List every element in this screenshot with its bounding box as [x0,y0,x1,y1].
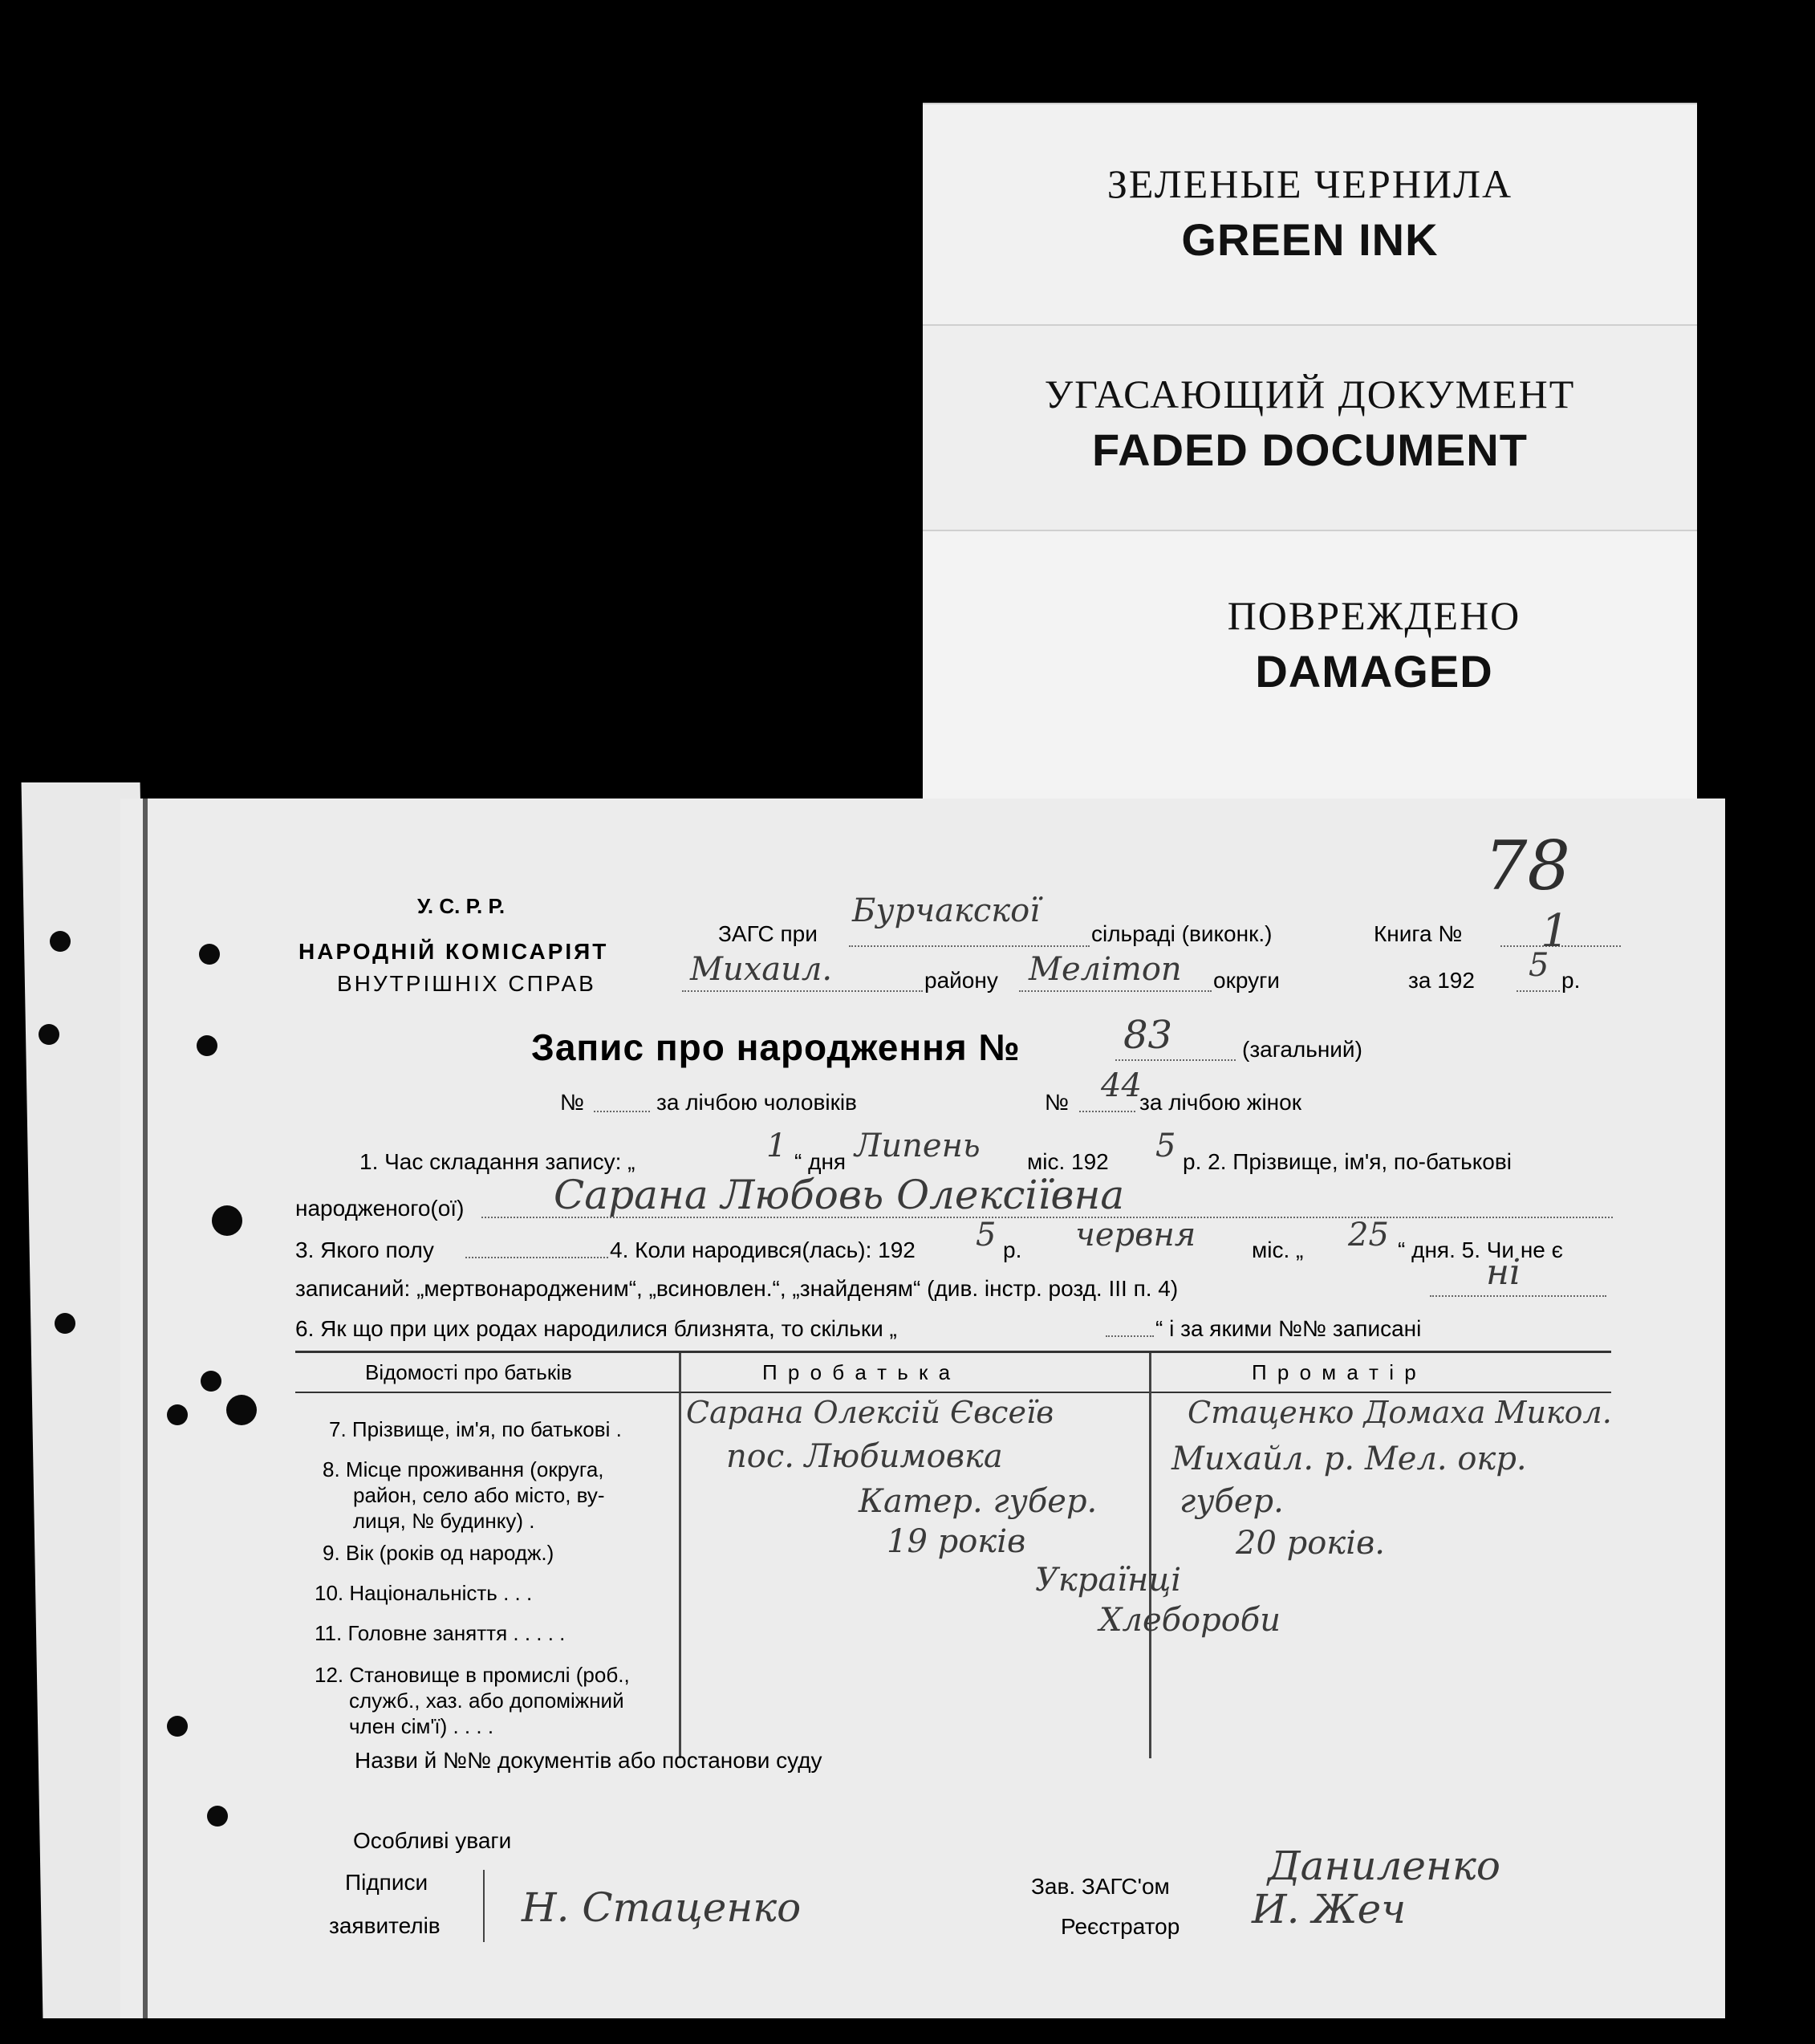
field-5-label: “ дня. 5. Чи не є [1398,1237,1563,1262]
book-value: 1 [1541,905,1569,957]
col-parents-info: Відомості про батьків [365,1360,572,1384]
table-top-rule [295,1351,1611,1353]
green-ink-ru: ЗЕЛЕНЫЕ ЧЕРНИЛА [1106,161,1513,206]
field-1-label: 1. Час складання запису: „ [359,1149,635,1174]
mother-place-2: губер. [1180,1483,1284,1520]
documents-label: Назви й №№ документів або постанови суду [355,1748,822,1773]
born-day-value: 25 [1348,1217,1389,1254]
binding-hole [50,931,71,952]
binding-hole [167,1404,188,1425]
born-month-value: червня [1075,1217,1196,1254]
head-signature: Даниленко [1268,1843,1500,1889]
mother-place: Михайл. р. Мел. окр. [1171,1441,1527,1477]
women-number-sign: № [1045,1090,1070,1115]
field-3-label: 3. Якого полу [295,1237,434,1262]
row-occupation-label: 11. Головне заняття . . . . . [315,1621,566,1645]
twins-underline [1106,1335,1154,1337]
field-1-day: “ дня [794,1149,847,1174]
damaged-ru: ПОВРЕЖДЕНО [1227,593,1521,638]
row-residence-label-2: район, село або місто, ву- [353,1483,605,1507]
field-4-month: міс. „ [1252,1237,1304,1262]
field-1-month: міс. 192 [1027,1149,1109,1174]
binding-hole [212,1205,242,1236]
binding-hole [207,1806,228,1827]
faded-ru: УГАСАЮЩИЙ ДОКУМЕНТ [1044,372,1576,417]
okrug-underline [1019,990,1212,992]
binding-hole [55,1313,75,1334]
row-status-label-1: 12. Становище в промислі (роб., [315,1663,630,1687]
field-5-text: записаний: „мертвонародженим“, „всиновлен.“, „знайденям“ (див. інстр. розд. III п. 4) [295,1276,1179,1301]
okrug-label: округи [1213,968,1280,993]
okrug-value: Мелітоп [1029,951,1182,988]
year-value: 5 [1529,947,1549,984]
registrar-label: Реєстратор [1061,1914,1180,1939]
signatures-label-1: Підписи [345,1870,428,1895]
day-value: 1 [766,1128,787,1164]
men-label: за лічбою чоловіків [656,1090,857,1115]
table-divider-2 [1149,1353,1151,1758]
row-residence-label-1: 8. Місце проживання (округа, [323,1457,604,1481]
zags-underline [849,945,1090,947]
born-person-label: народженого(ої) [295,1196,465,1221]
field-5-underline [1430,1295,1606,1297]
book-label: Книга № [1374,921,1463,946]
faded-en: FADED DOCUMENT [1092,425,1528,475]
mother-age: 20 років. [1236,1525,1385,1562]
men-number-sign: № [560,1090,585,1115]
faded-document-slip [923,324,1697,531]
field-6-text-b: “ і за якими №№ записані [1155,1316,1422,1341]
district-label: району [924,968,998,993]
green-ink-en: GREEN INK [1181,214,1439,265]
commissariat-line1: НАРОДНІЙ КОМІСАРІЯТ [298,939,609,964]
binding-hole [226,1395,257,1425]
binding-hole [199,944,220,965]
year1-value: 5 [1155,1128,1176,1164]
month-value: Липень [855,1128,981,1164]
notes-label: Особливі уваги [353,1828,512,1853]
binding-edge [143,799,148,2018]
zags-label: ЗАГС при [718,921,818,946]
year-underline [1517,990,1560,992]
child-name: Сарана Любовь Олексіївна [554,1172,1125,1218]
row-age-label: 9. Вік (років од народж.) [323,1541,554,1565]
record-number-underline [1115,1059,1236,1061]
women-underline [1079,1111,1135,1112]
col-father: П р о б а т ь к а [762,1360,953,1384]
nationality: Українці [1035,1562,1182,1599]
field-5-value: ні [1486,1252,1521,1293]
zags-value: Бурчакскої [852,892,1040,929]
silradi-label: сільраді (виконк.) [1091,921,1273,946]
occupation: Хлебороби [1099,1602,1281,1639]
row-residence-label-3: лиця, № будинку) . [353,1509,535,1533]
field-4-year-suffix: р. [1003,1237,1022,1262]
commissariat-line2: ВНУТРІШНІХ СПРАВ [337,971,596,996]
damaged-slip [923,530,1697,799]
father-name: Сарана Олексій Євсеїв [686,1395,1054,1430]
row-name-label: 7. Прізвище, ім'я, по батькові . [329,1417,622,1441]
sex-underline [465,1257,608,1258]
field-2-label: р. 2. Прізвище, ім'я, по-батькові [1183,1149,1512,1174]
head-zags-label: Зав. ЗАГС'ом [1031,1874,1170,1899]
record-number: 83 [1123,1013,1173,1058]
district-underline [682,990,923,992]
binding-hole [201,1371,221,1392]
row-status-label-3: член сім'ї) . . . . [349,1714,494,1738]
binding-hole [197,1035,217,1056]
men-underline [594,1111,650,1112]
damaged-en: DAMAGED [1255,646,1493,697]
year-suffix: р. [1561,968,1581,993]
binding-hole [167,1716,188,1737]
ussr-label: У. С. Р. Р. [417,894,506,918]
applicant-signature: Н. Стаценко [522,1884,802,1931]
born-year-value: 5 [976,1217,997,1254]
table-header-rule [295,1392,1611,1393]
row-status-label-2: служб., хаз. або допоміжний [349,1688,624,1713]
record-title: Запис про народження № [531,1026,1021,1068]
record-number-handwritten: 78 [1484,827,1570,905]
signature-divider [483,1870,485,1942]
table-divider-1 [679,1353,681,1758]
father-place-1: пос. Любимовка [726,1438,1003,1475]
mother-name: Стаценко Домаха Микол. [1188,1395,1612,1430]
field-4-label: 4. Коли народився(лась): 192 [610,1237,916,1262]
general-label: (загальний) [1242,1037,1362,1062]
signatures-label-2: заявителів [329,1913,441,1938]
women-value: 44 [1101,1067,1142,1104]
year-label: за 192 [1408,968,1475,993]
father-place-2: Катер. губер. [859,1483,1098,1520]
father-age: 19 років [887,1523,1026,1560]
field-6-text: 6. Як що при цих родах народилися близнята, то скільки „ [295,1316,897,1341]
col-mother: П р о м а т і р [1252,1360,1419,1384]
women-label: за лічбою жінок [1139,1090,1301,1115]
row-nationality-label: 10. Національність . . . [315,1581,533,1605]
registrar-signature: И. Жеч [1252,1886,1407,1932]
district-value: Михаил. [690,951,833,988]
binding-hole [39,1024,59,1045]
green-ink-slip [923,103,1697,326]
